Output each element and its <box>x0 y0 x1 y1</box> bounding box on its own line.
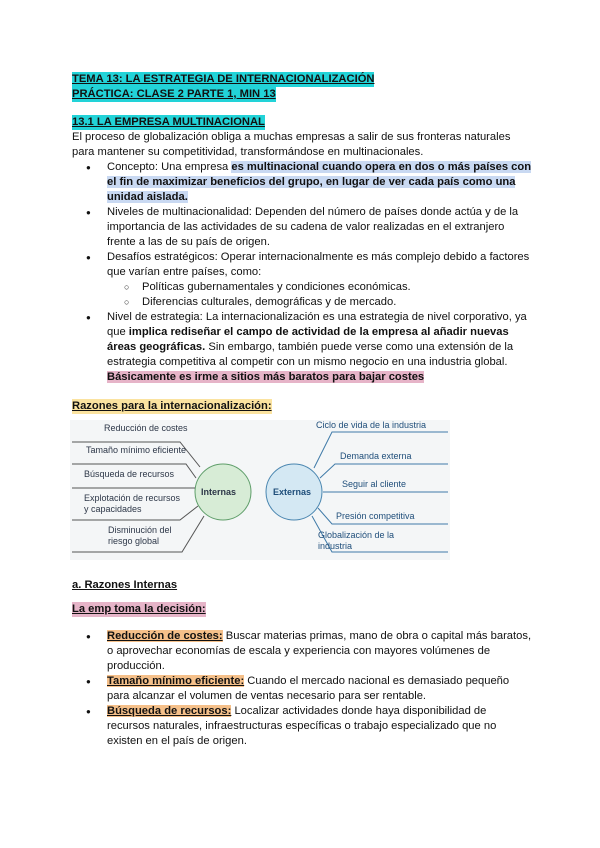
internal-reasons-list <box>72 629 532 749</box>
doc-subtitle: PRÁCTICA: CLASE 2 PARTE 1, MIN 13 <box>72 88 276 100</box>
section-subheading: La emp toma la decisión: <box>72 603 206 615</box>
sub-list-item: ○ Políticas gubernamentales y condiciones económicas. <box>72 280 532 295</box>
intro-paragraph: El proceso de globalización obliga a muchas empresas a salir de sus fronteras naturales para mantener su competitividad, transformándose en multinacionales. <box>72 131 511 158</box>
reason-external: Globalización de la industria <box>318 530 395 551</box>
internas-label: Internas <box>201 487 237 497</box>
list-item: ● Tamaño mínimo eficiente: Cuando el mercado nacional es demasiado pequeño para alcanzar el volumen de ventas necesario para ser rentable. <box>72 674 532 704</box>
sub-list-item: ○ Diferencias culturales, demográficas y de mercado. <box>72 295 532 310</box>
section-heading-internas: a. Razones Internas <box>72 579 178 591</box>
externas-label: Externas <box>273 487 312 497</box>
reason-internal: Búsqueda de recursos <box>84 469 175 479</box>
razones-diagram <box>70 420 450 560</box>
section-heading-multinacional: 13.1 LA EMPRESA MULTINACIONAL <box>72 116 265 128</box>
list-item: ● Concepto: Una empresa es multinacional cuando opera en dos o más países con el fin de maximizar beneficios del grupo, en lugar de ver cada país como una unidad aislada. <box>72 160 532 205</box>
highlight-definition: es multinacional cuando opera en dos o más países con el fin de maximizar beneficios del grupo, en lugar de ver cada país como una unidad aislada. <box>107 161 532 203</box>
reason-internal: Tamaño mínimo eficiente <box>86 445 187 455</box>
document-page <box>72 72 532 749</box>
reason-internal: Disminución del riesgo global <box>108 525 172 546</box>
reason-external: Demanda externa <box>340 451 412 461</box>
reason-external: Ciclo de vida de la industria <box>316 420 427 430</box>
concept-list <box>72 160 532 385</box>
reason-internal: Reducción de costes <box>104 423 188 433</box>
list-item: ● Nivel de estrategia: La internacionalización es una estrategia de nivel corporativo, ya que implica rediseñar el campo de actividad de la empresa al añadir nuevas áreas geográficas. Sin embargo, también puede verse como una extensión de la estrategia competitiva al competir con un mismo negocio en una industria global. Básicamente es irme a sitios más baratos para bajar costes <box>72 310 532 385</box>
reason-external: Seguir al cliente <box>342 479 407 489</box>
list-item: ● Búsqueda de recursos: Localizar actividades donde haya disponibilidad de recursos naturales, infraestructuras específicas o trabajo especializado que no existen en el país de origen. <box>72 704 532 749</box>
term-highlight: Tamaño mínimo eficiente: <box>107 675 245 687</box>
section-heading-razones: Razones para la internacionalización: <box>72 400 272 412</box>
reason-external: Presión competitiva <box>336 511 415 521</box>
reason-internal: Explotación de recursos y capacidades <box>84 493 181 514</box>
highlight-summary: Básicamente es irme a sitios más baratos para bajar costes <box>107 371 425 383</box>
doc-title: TEMA 13: LA ESTRATEGIA DE INTERNACIONALIZACIÓN <box>72 73 375 85</box>
term-highlight: Búsqueda de recursos: <box>107 705 232 717</box>
list-item: ● Niveles de multinacionalidad: Dependen del número de países donde actúa y de la importancia de las actividades de su cadena de valor realizadas en el extranjero frente a las de su país de origen. <box>72 205 532 250</box>
list-item: ● Desafíos estratégicos: Operar internacionalmente es más complejo debido a factores que varían entre países, como: <box>72 250 532 280</box>
list-item: ● Reducción de costes: Buscar materias primas, mano de obra o capital más baratos, o aprovechar economías de escala y experiencia con mayores volúmenes de producción. <box>72 629 532 674</box>
term-highlight: Reducción de costes: <box>107 630 223 642</box>
